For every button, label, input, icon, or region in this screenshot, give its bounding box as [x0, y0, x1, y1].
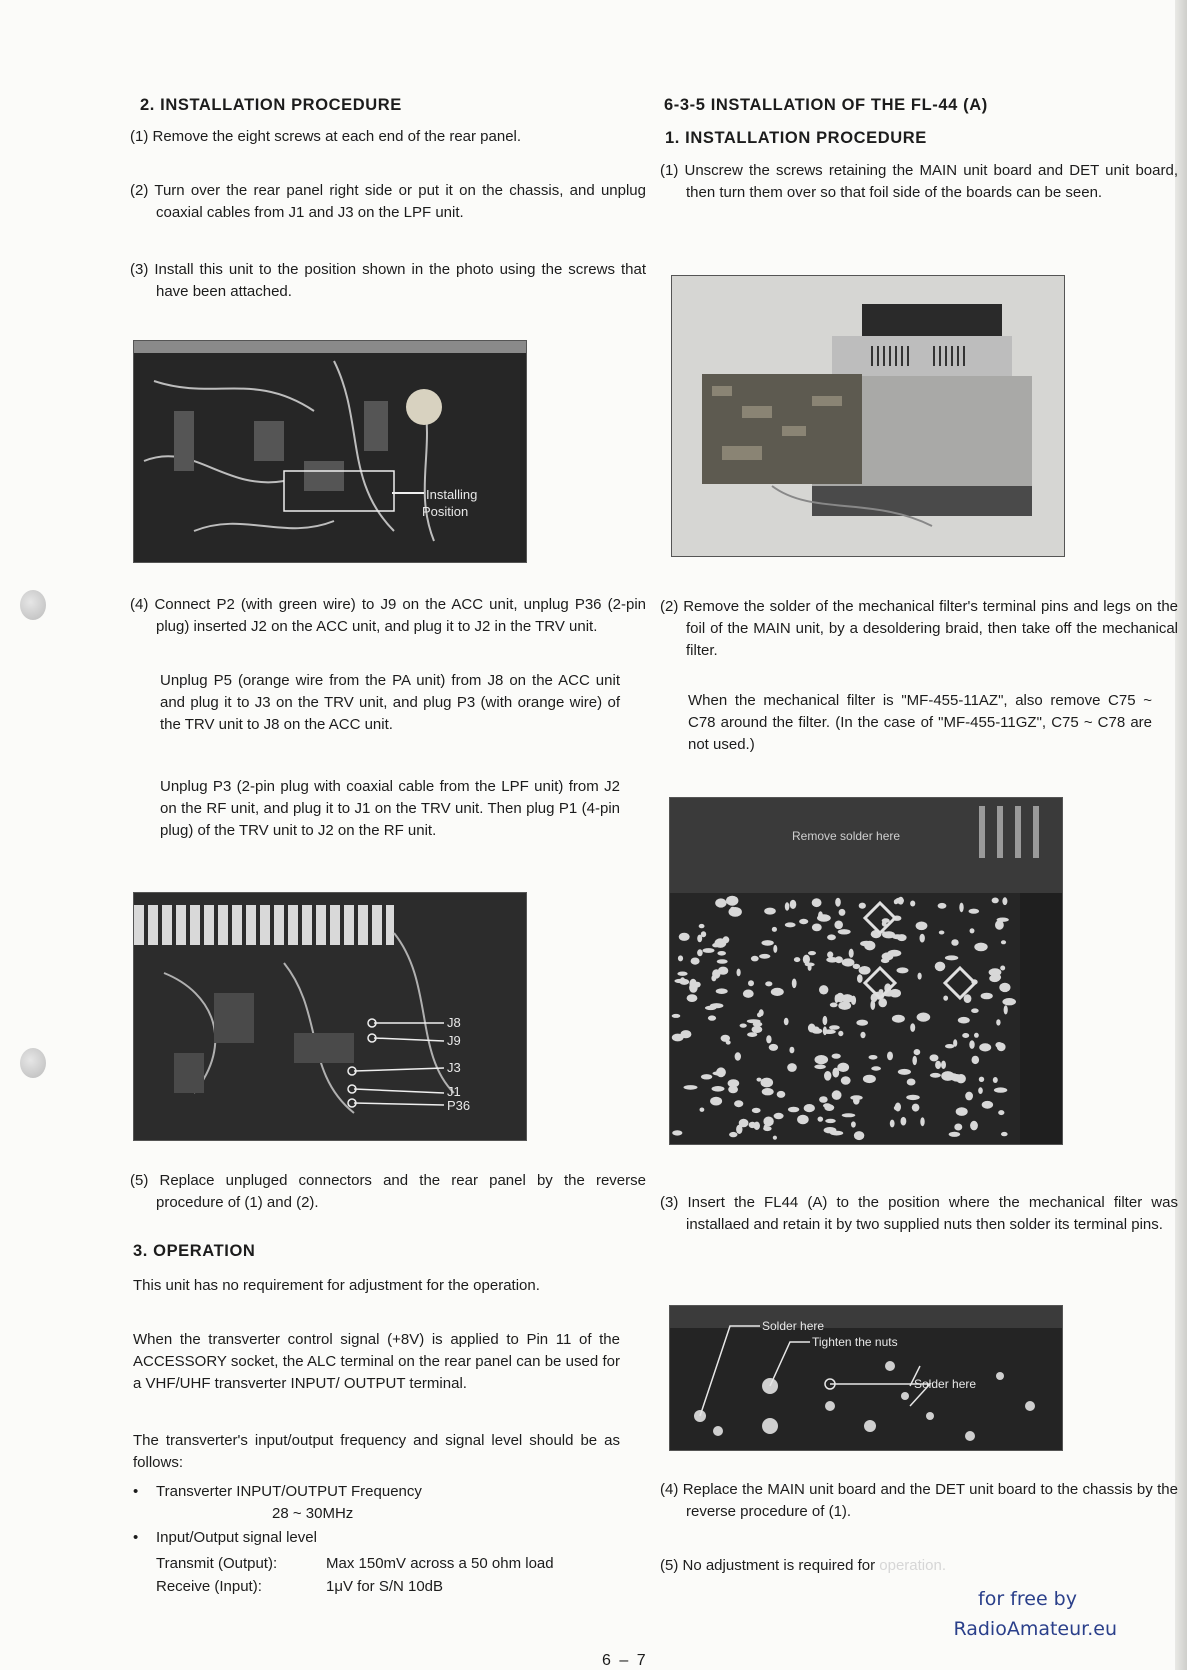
foil-pad — [981, 993, 993, 1000]
foil-pad — [1001, 940, 1006, 944]
foil-pad — [763, 1126, 771, 1131]
foil-pad — [974, 943, 987, 952]
foil-pad — [717, 951, 726, 956]
foil-pad — [920, 1117, 924, 1126]
foil-pad — [691, 958, 700, 965]
photo-filter-foil-side — [669, 797, 1063, 1145]
foil-pad — [898, 1069, 911, 1075]
foil-pad — [797, 1115, 809, 1125]
foil-pad — [999, 983, 1010, 992]
foil-pad — [812, 898, 822, 907]
foil-pad — [737, 969, 741, 977]
foil-pad — [894, 1106, 900, 1111]
foil-pad — [761, 940, 773, 946]
foil-pad — [830, 1131, 843, 1136]
foil-pad — [699, 924, 705, 928]
right-step-5 — [660, 1555, 1152, 1577]
foil-pad — [951, 939, 958, 946]
foil-pad — [945, 955, 958, 960]
right-step-5-faded: operation. — [879, 1557, 946, 1574]
transmit-label: Transmit (Output): — [156, 1555, 278, 1572]
foil-pad — [839, 909, 846, 916]
foil-pad — [794, 957, 800, 962]
foil-pad — [818, 1117, 824, 1122]
foil-pad — [823, 1026, 827, 1035]
foil-pad — [759, 954, 770, 959]
foil-pad — [728, 1079, 740, 1087]
foil-pad — [1001, 1132, 1008, 1136]
foil-pad — [836, 993, 845, 1003]
foil-pad — [718, 967, 728, 975]
foil-pad — [859, 966, 871, 975]
foil-pad — [826, 957, 838, 963]
foil-pad — [935, 962, 946, 972]
foil-pad — [982, 1101, 993, 1109]
foil-pad — [841, 1076, 851, 1085]
foil-pad — [912, 1104, 920, 1112]
foil-pad — [687, 994, 698, 1002]
right-step-2: (2) Remove the solder of the mechanical filter's terminal pins and legs on the foil of the MAIN unit, by a desoldering braid, then take off the mechanical filter. — [660, 598, 1178, 659]
foil-pad — [863, 1075, 876, 1083]
foil-pad — [838, 1031, 843, 1036]
foil-pad — [979, 1043, 991, 1051]
foil-pad — [945, 1044, 954, 1048]
foil-pad — [969, 909, 980, 914]
foil-pad — [715, 898, 726, 907]
foil-pad — [912, 1056, 917, 1065]
bullet-frequency: Transverter INPUT/OUTPUT Frequency — [156, 1483, 422, 1500]
foil-pad — [916, 922, 928, 931]
foil-pad — [774, 1113, 784, 1119]
operation-para-3: The transverter's input/output frequency and signal level should be as follows: — [133, 1432, 620, 1471]
foil-pad — [715, 938, 727, 948]
watermark-line-1: for free by — [978, 1588, 1077, 1610]
foil-pad — [853, 1097, 860, 1105]
foil-pad — [930, 1073, 941, 1078]
foil-pad — [740, 1024, 747, 1028]
foil-pad — [701, 1074, 712, 1079]
foil-pad — [678, 955, 683, 961]
right-step-1: (1) Unscrew the screws retaining the MAIN unit board and DET unit board, then turn them over so that foil side of the boards can be seen. — [660, 162, 1178, 201]
foil-pad — [716, 988, 728, 994]
foil-pad — [938, 903, 947, 909]
foil-pad — [964, 994, 972, 1003]
left-step-4-para-2: Unplug P5 (orange wire from the PA unit) from J8 on the ACC unit and plug it to J3 on the TRV unit, and plug P3 (with orange wire) of the TRV unit to J8 on the ACC unit. — [160, 672, 620, 733]
foil-pad — [677, 972, 687, 976]
foil-pad — [996, 1019, 1000, 1025]
foil-pad — [762, 1088, 774, 1095]
foil-pad — [804, 1104, 815, 1112]
foil-pad — [941, 1071, 954, 1081]
foil-pad — [771, 988, 784, 996]
left-step-4: (4) Connect P2 (with green wire) to J9 on the ACC unit, unplug P36 (2-pin plug) inserted J2 on the ACC unit, and plug it to J2 in the TRV unit. — [130, 596, 646, 635]
bullet-signal-level: Input/Output signal level — [156, 1529, 317, 1546]
foil-pad — [735, 1052, 741, 1060]
right-subsection-title: 1. INSTALLATION PROCEDURE — [665, 129, 927, 147]
foil-pad — [901, 1117, 907, 1126]
photo2-label-j8: J8 — [447, 1015, 461, 1030]
section-6-3-5-title: 6-3-5 INSTALLATION OF THE FL-44 (A) — [664, 96, 988, 114]
foil-pad — [765, 981, 772, 986]
foil-pad — [979, 1077, 984, 1082]
foil-pad — [729, 1132, 737, 1137]
foil-pad — [859, 903, 866, 909]
foil-pad — [989, 975, 1000, 982]
foil-pad — [997, 1043, 1006, 1051]
photo4-callout: Remove solder here — [792, 829, 901, 843]
foil-pad — [734, 1100, 743, 1107]
foil-pad — [1000, 966, 1005, 971]
foil-pad — [890, 1120, 895, 1128]
foil-pad — [788, 1107, 799, 1113]
foil-pad — [726, 896, 738, 906]
foil-pad — [870, 1000, 875, 1010]
foil-pad — [857, 974, 863, 983]
foil-pad — [773, 1136, 777, 1140]
right-step-4: (4) Replace the MAIN unit board and the DET unit board to the chassis by the reverse procedure of (1). — [660, 1481, 1178, 1520]
foil-pad — [842, 958, 855, 966]
foil-pad — [730, 907, 735, 911]
foil-pad — [716, 1067, 726, 1077]
foil-pad — [971, 1008, 979, 1013]
foil-pad — [784, 1018, 789, 1026]
foil-pad — [827, 951, 833, 958]
foil-pad — [914, 1049, 921, 1055]
foil-pad — [842, 1113, 856, 1117]
foil-pad — [808, 951, 816, 955]
photo-installing-position — [133, 340, 527, 563]
foil-pad — [860, 1032, 865, 1038]
foil-pad — [910, 1023, 915, 1032]
page-number: 6 – 7 — [602, 1652, 648, 1669]
foil-pad — [972, 1056, 980, 1064]
foil-pad — [954, 1124, 962, 1131]
foil-pad — [943, 996, 948, 1001]
foil-pad — [998, 1110, 1004, 1115]
foil-pad — [895, 898, 904, 904]
foil-pad — [814, 1065, 826, 1070]
left-step-3: (3) Install this unit to the position shown in the photo using the screws that have been attached. — [130, 261, 646, 300]
foil-pad — [941, 1061, 946, 1069]
foil-pad — [956, 1107, 968, 1116]
foil-pad — [892, 1015, 905, 1023]
foil-pad — [708, 1015, 716, 1020]
foil-pad — [906, 1095, 920, 1100]
foil-pad — [747, 1019, 761, 1023]
operation-para-1: This unit has no requirement for adjustment for the operation. — [133, 1277, 540, 1294]
foil-pad — [832, 1054, 841, 1059]
section-2-title: 2. INSTALLATION PROCEDURE — [140, 96, 402, 114]
right-step-3: (3) Insert the FL44 (A) to the position where the mechanical filter was installaed and retain it by two supplied nuts then solder its terminal pins. — [660, 1194, 1178, 1233]
foil-pad — [787, 1063, 797, 1072]
foil-pad — [830, 1003, 838, 1008]
binder-hole-bottom — [20, 1048, 46, 1078]
foil-pad — [827, 934, 836, 940]
receive-value: 1μV for S/N 10dB — [326, 1578, 444, 1595]
foil-pad — [851, 1121, 856, 1127]
foil-pad — [785, 902, 790, 910]
foil-pad — [832, 1068, 839, 1078]
left-step-2: (2) Turn over the rear panel right side or put it on the chassis, and unplug coaxial cables from J1 and J3 on the LPF unit. — [130, 182, 646, 221]
foil-pad — [679, 933, 690, 941]
foil-pad — [871, 1066, 881, 1070]
foil-pad — [823, 1016, 828, 1025]
foil-pad — [812, 924, 822, 932]
foil-pad — [1004, 1005, 1008, 1014]
photo1-callout-line2: Position — [422, 504, 469, 519]
photo-connector-locations — [133, 892, 527, 1141]
foil-pad — [992, 898, 999, 904]
foil-pad — [864, 941, 875, 951]
foil-pad — [748, 980, 754, 986]
foil-pad — [970, 928, 975, 933]
foil-pad — [978, 1087, 983, 1094]
foil-pad — [743, 990, 754, 998]
photo5-label-solder-1: Solder here — [762, 1319, 825, 1333]
photo5-label-tighten-nuts: Tighten the nuts — [812, 1335, 898, 1349]
foil-pad — [970, 1121, 978, 1131]
foil-pad — [799, 919, 808, 924]
foil-pad — [764, 908, 776, 915]
foil-pad — [838, 929, 851, 934]
foil-pad — [887, 1052, 893, 1061]
foil-pad — [684, 1085, 698, 1090]
foil-pad — [751, 956, 759, 962]
foil-pad — [823, 1103, 831, 1108]
foil-pad — [712, 1086, 725, 1092]
foil-pad — [772, 927, 777, 932]
foil-pad — [824, 1071, 831, 1081]
foil-pad — [819, 1096, 828, 1103]
foil-pad — [697, 935, 702, 943]
right-step-5-text: (5) No adjustment is required for — [660, 1557, 876, 1574]
foil-pad — [749, 1122, 757, 1128]
right-step-2-note: When the mechanical filter is "MF-455-11AZ", also remove C75 ~ C78 around the filter. (In the case of "MF-455-11GZ", C75 ~ C78 are not used.) — [688, 692, 1152, 753]
foil-pad — [757, 1078, 762, 1082]
bullet-dot-1: • — [133, 1483, 139, 1500]
photo-fl44-installed — [669, 1305, 1063, 1451]
foil-pad — [953, 1039, 957, 1047]
foil-pad — [897, 967, 909, 973]
section-3-title: 3. OPERATION — [133, 1242, 256, 1260]
foil-pad — [838, 1002, 851, 1010]
foil-pad — [1002, 897, 1007, 905]
foil-pad — [700, 1108, 705, 1112]
foil-pad — [672, 1014, 681, 1018]
photo-main-unit-board — [671, 275, 1065, 557]
foil-pad — [672, 1034, 684, 1042]
transmit-value: Max 150mV across a 50 ohm load — [326, 1555, 554, 1572]
photo2-label-j1: J1 — [447, 1084, 461, 1099]
foil-pad — [777, 1091, 786, 1098]
foil-pad — [974, 1033, 979, 1038]
foil-pad — [920, 934, 925, 943]
foil-pad — [752, 1026, 763, 1033]
foil-pad — [1002, 998, 1016, 1005]
photo2-label-j9: J9 — [447, 1033, 461, 1048]
foil-pad — [949, 1132, 961, 1137]
foil-pad — [907, 1079, 916, 1086]
watermark-line-2: RadioAmateur.eu — [953, 1618, 1117, 1640]
foil-pad — [834, 921, 843, 930]
operation-para-2: When the transverter control signal (+8V) is applied to Pin 11 of the ACCESSORY socket, the ALC terminal on the rear panel can be used for a VHF/UHF transverter INPUT/ OUTPUT terminal. — [133, 1331, 620, 1392]
bullet-dot-2: • — [133, 1529, 139, 1546]
foil-pad — [853, 964, 860, 969]
foil-pad — [785, 922, 796, 927]
foil-pad — [918, 973, 922, 980]
foil-pad — [815, 1055, 829, 1064]
foil-pad — [672, 1130, 682, 1135]
foil-pad — [766, 1035, 771, 1043]
foil-pad — [995, 920, 1004, 929]
foil-pad — [910, 901, 915, 907]
photo2-label-j3: J3 — [447, 1060, 461, 1075]
foil-pad — [739, 1119, 749, 1128]
foil-pad — [962, 1033, 969, 1038]
foil-pad — [869, 1055, 878, 1060]
left-step-4-para-3: Unplug P3 (2-pin plug with coaxial cable from the LPF unit) from J2 on the RF unit, and plug it to J1 on the TRV unit. Then plug P1 (4-pin plug) of the TRV unit to J2 on the RF unit. — [160, 778, 620, 839]
foil-pad — [888, 950, 902, 957]
photo1-callout-line1: Installing — [426, 487, 478, 502]
foil-pad — [805, 963, 815, 967]
foil-pad — [726, 1040, 731, 1044]
left-step-5: (5) Replace unpluged connectors and the rear panel by the reverse procedure of (1) and (2). — [130, 1172, 646, 1211]
photo5-label-solder-2: Solder here — [914, 1377, 977, 1391]
foil-pad — [752, 1108, 761, 1113]
foil-pad — [769, 1044, 778, 1051]
foil-pad — [705, 1006, 717, 1010]
foil-pad — [710, 1097, 722, 1106]
foil-pad — [703, 948, 715, 953]
foil-pad — [939, 931, 945, 935]
frequency-value: 28 ~ 30MHz — [272, 1505, 354, 1522]
foil-pad — [854, 1131, 864, 1140]
receive-label: Receive (Input): — [156, 1578, 262, 1595]
page-edge-shadow — [1175, 0, 1187, 1670]
foil-pad — [825, 1119, 836, 1123]
foil-pad — [773, 945, 777, 953]
foil-pad — [689, 979, 696, 989]
foil-pad — [789, 1047, 794, 1054]
foil-pad — [717, 959, 728, 964]
foil-pad — [829, 1025, 840, 1030]
foil-pad — [917, 1013, 931, 1022]
foil-pad — [763, 1117, 773, 1127]
foil-pad — [958, 1017, 970, 1024]
foil-pad — [969, 1040, 974, 1049]
foil-pad — [959, 903, 963, 913]
foil-pad — [849, 949, 854, 958]
foil-pad — [680, 977, 685, 984]
foil-pad — [856, 1020, 868, 1026]
binder-hole-top — [20, 590, 46, 620]
foil-pad — [935, 1061, 941, 1069]
foil-pad — [761, 1078, 774, 1088]
foil-pad — [994, 1087, 1007, 1092]
foil-pad — [835, 898, 841, 907]
foil-pad — [697, 949, 703, 956]
left-step-1: (1) Remove the eight screws at each end of the rear panel. — [130, 128, 522, 145]
foil-pad — [832, 1090, 842, 1100]
foil-pad — [818, 911, 823, 921]
foil-pad — [837, 1063, 849, 1072]
foil-pad — [757, 1013, 762, 1018]
foil-pad — [808, 1024, 816, 1033]
photo2-label-p36: P36 — [447, 1098, 471, 1113]
foil-pad — [790, 900, 797, 909]
foil-pad — [993, 1077, 998, 1083]
foil-pad — [965, 1092, 973, 1101]
foil-pad — [819, 985, 828, 994]
foil-pad — [930, 1054, 939, 1061]
foil-pad — [879, 989, 884, 994]
foil-pad — [792, 979, 797, 989]
